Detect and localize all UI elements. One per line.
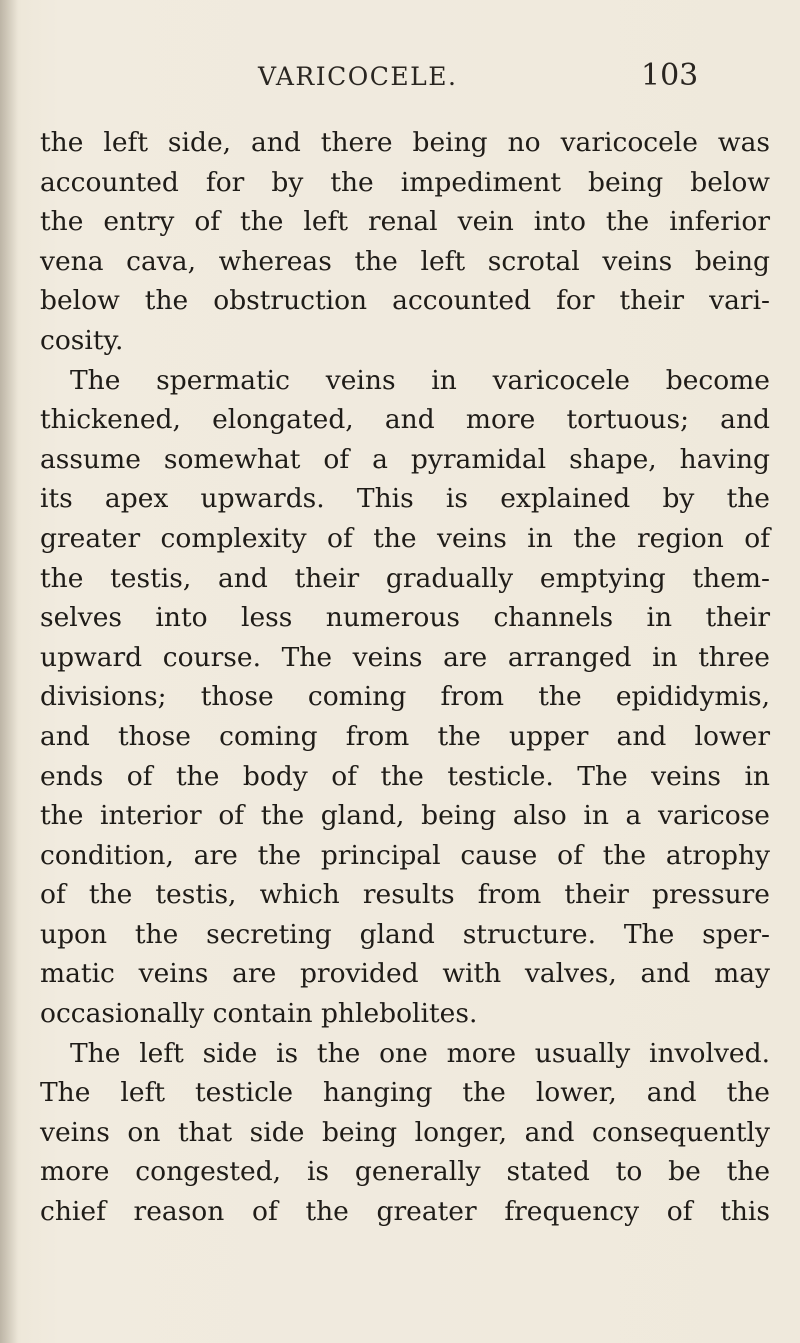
text-line: the testis, and their gradually emptying them-: [40, 562, 770, 594]
text-line: divisions; those coming from the epididymis,: [40, 681, 770, 713]
binding-shadow: [0, 0, 18, 1343]
text-line: thickened, elongated, and more tortuous; and: [40, 404, 770, 436]
text-line: condition, are the principal cause of the atrophy: [40, 839, 770, 871]
text-line: occasionally contain phlebolites.: [40, 998, 478, 1030]
text-line: veins on that side being longer, and consequently: [40, 1116, 770, 1148]
text-line: vena cava, whereas the left scrotal veins being: [40, 245, 770, 277]
text-line: The left side is the one more usually involved.: [70, 1037, 770, 1069]
text-line: the interior of the gland, being also in a varicose: [40, 800, 770, 832]
text-line: assume somewhat of a pyramidal shape, having: [40, 443, 770, 475]
text-line: the left side, and there being no varicocele was: [40, 127, 770, 158]
text-line: of the testis, which results from their pressure: [40, 879, 770, 911]
text-line: ends of the body of the testicle. The veins in: [40, 760, 770, 792]
text-line: more congested, is generally stated to be the: [40, 1156, 770, 1188]
text-line: upward course. The veins are arranged in three: [40, 641, 770, 673]
text-line: greater complexity of the veins in the region of: [40, 522, 770, 554]
page-number: 103: [641, 58, 699, 93]
text-line: selves into less numerous channels in their: [40, 602, 770, 634]
text-line: and those coming from the upper and lower: [40, 720, 770, 752]
text-line: chief reason of the greater frequency of this: [40, 1196, 770, 1228]
text-line: the entry of the left renal vein into the inferior: [40, 206, 770, 238]
running-head: VARICOCELE.: [258, 62, 458, 91]
text-line: accounted for by the impediment being below: [40, 166, 770, 198]
text-line: The left testicle hanging the lower, and the: [40, 1077, 770, 1109]
body-text: [40, 123, 770, 1232]
text-line: its apex upwards. This is explained by the: [40, 483, 770, 515]
page-header: [0, 58, 800, 98]
text-line: cosity.: [40, 324, 124, 356]
text-line: below the obstruction accounted for their vari-: [40, 285, 770, 317]
text-line: The spermatic veins in varicocele become: [70, 364, 770, 396]
text-line: upon the secreting gland structure. The sper-: [40, 918, 770, 950]
text-line: matic veins are provided with valves, and may: [40, 958, 770, 990]
